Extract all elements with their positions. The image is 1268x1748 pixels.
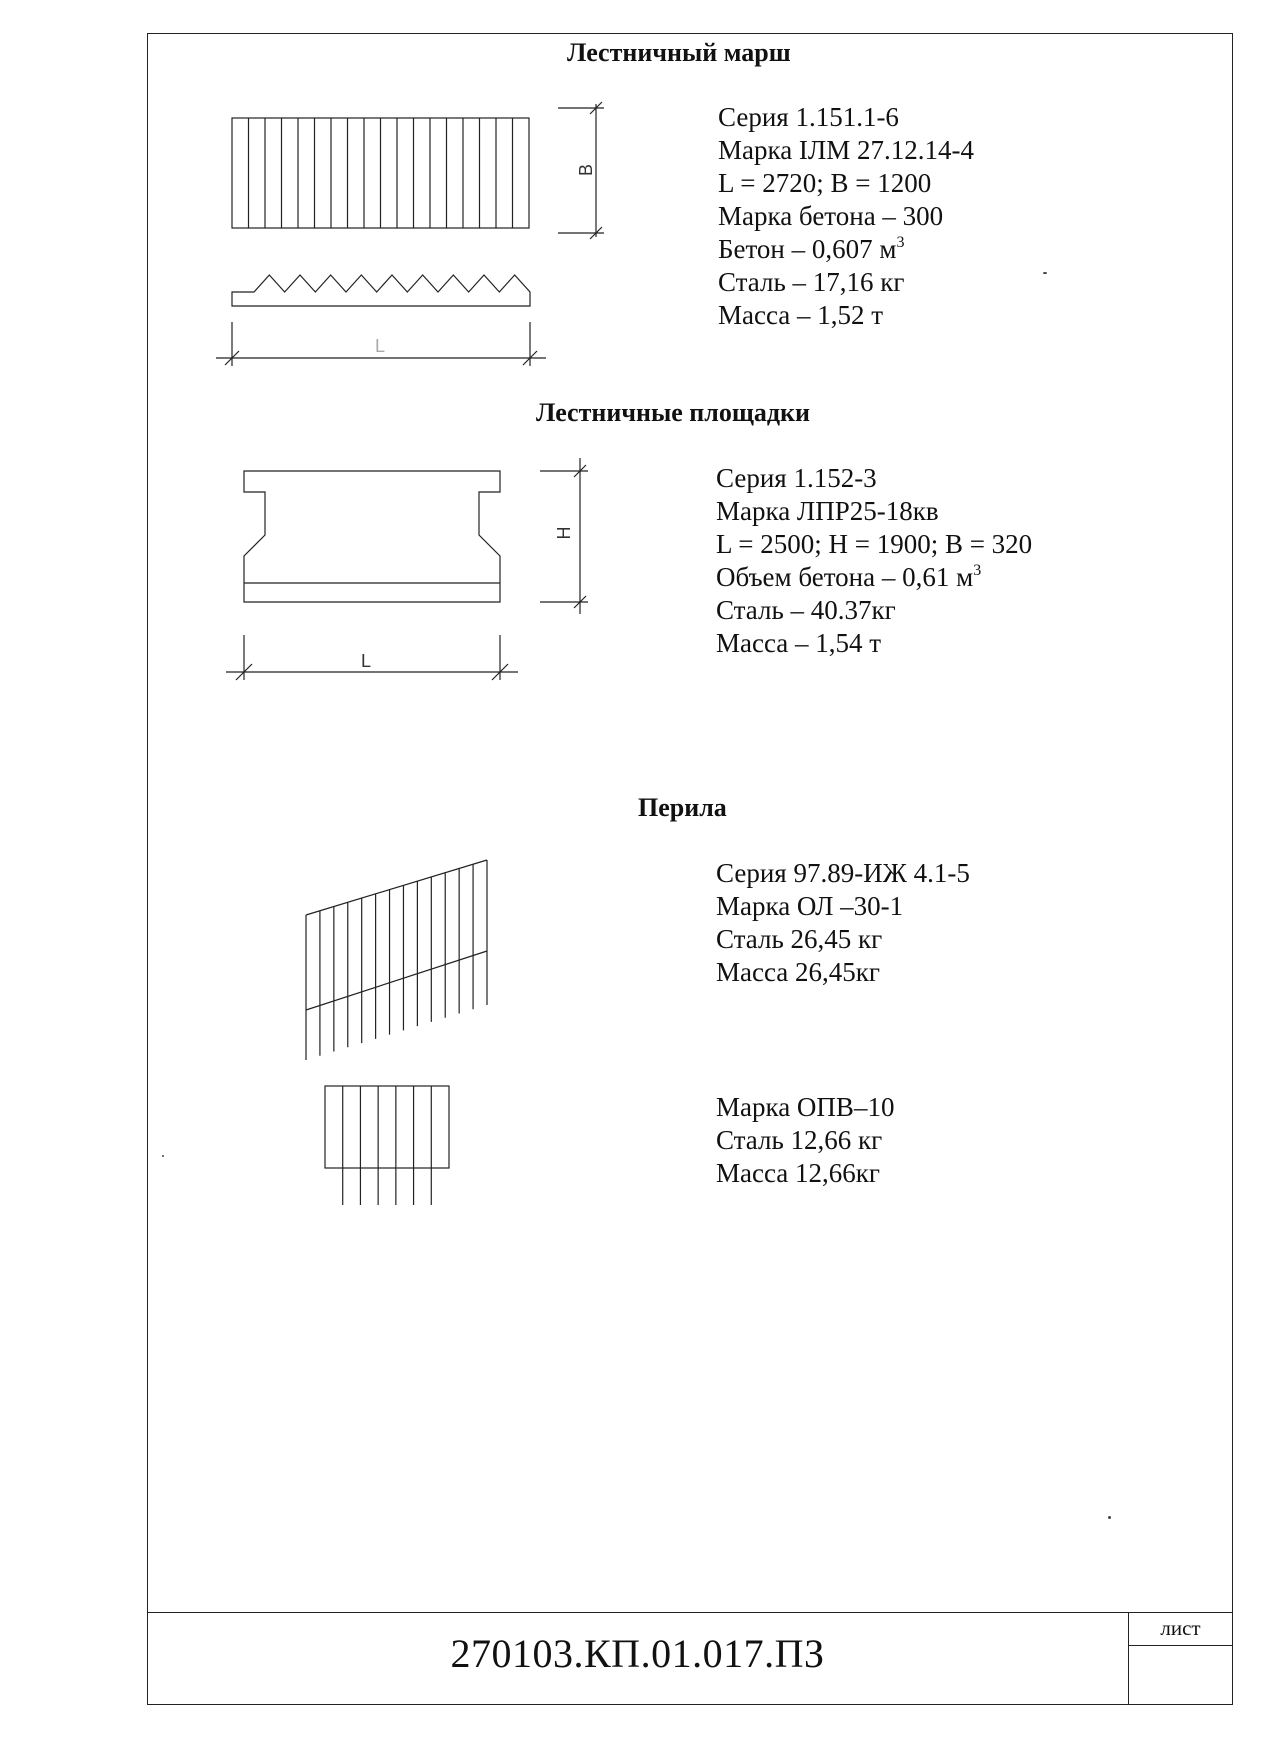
sheet-label: лист (1160, 1616, 1201, 1640)
scan-speck (1043, 272, 1047, 274)
spec-line: Масса – 1,52 т (718, 300, 884, 330)
spec-line: Серия 1.151.1-6 (718, 102, 899, 132)
spec-line: Масса – 1,54 т (716, 628, 882, 658)
spec-line: Масса 12,66кг (716, 1158, 880, 1188)
spec-line: Марка IЛМ 27.12.14-4 (718, 135, 974, 165)
spec-line: Масса 26,45кг (716, 957, 880, 987)
dim-label-h: H (554, 526, 574, 540)
section-title-railings: Перила (638, 793, 727, 822)
volume-label: Объем бетона – 0,61 м (716, 562, 974, 592)
spec-line: Марка ЛПР25-18кв (716, 496, 939, 526)
railing-opv-10 (325, 1086, 449, 1205)
dimension-l-landing (226, 635, 518, 680)
spec-line: Сталь 26,45 кг (716, 924, 883, 954)
cubic-superscript: 3 (973, 562, 982, 579)
dim-label-l-march: L (374, 336, 386, 356)
scan-speck (1108, 1516, 1111, 1519)
section-title-march: Лестничный марш (567, 38, 791, 67)
document-code: 270103.КП.01.017.ПЗ (450, 1631, 825, 1676)
spec-line: Марка ОПВ–10 (716, 1092, 895, 1122)
spec-line: Серия 1.152-3 (716, 463, 877, 493)
section-title-landings: Лестничные площадки (536, 398, 810, 427)
stair-flight-plan (232, 118, 529, 228)
railing-ol-30-1 (306, 860, 487, 1060)
concrete-label: Бетон – 0,607 м (718, 234, 897, 264)
cubic-superscript: 3 (896, 234, 905, 251)
spec-line: Сталь – 40.37кг (716, 595, 896, 625)
dim-label-b: B (576, 163, 596, 177)
dim-label-l-landing: L (360, 651, 372, 671)
spec-line: L = 2500; H = 1900; B = 320 (716, 529, 1033, 559)
spec-line: Марка ОЛ –30-1 (716, 891, 904, 921)
spec-line: L = 2720; B = 1200 (718, 168, 932, 198)
scan-speck (162, 1155, 164, 1157)
spec-line: Сталь 12,66 кг (716, 1125, 883, 1155)
spec-line: Сталь – 17,16 кг (718, 267, 905, 297)
spec-line: Серия 97.89-ИЖ 4.1-5 (716, 858, 970, 888)
stair-flight-profile (232, 275, 530, 306)
landing-section (244, 471, 500, 602)
spec-line: Марка бетона – 300 (718, 201, 944, 231)
